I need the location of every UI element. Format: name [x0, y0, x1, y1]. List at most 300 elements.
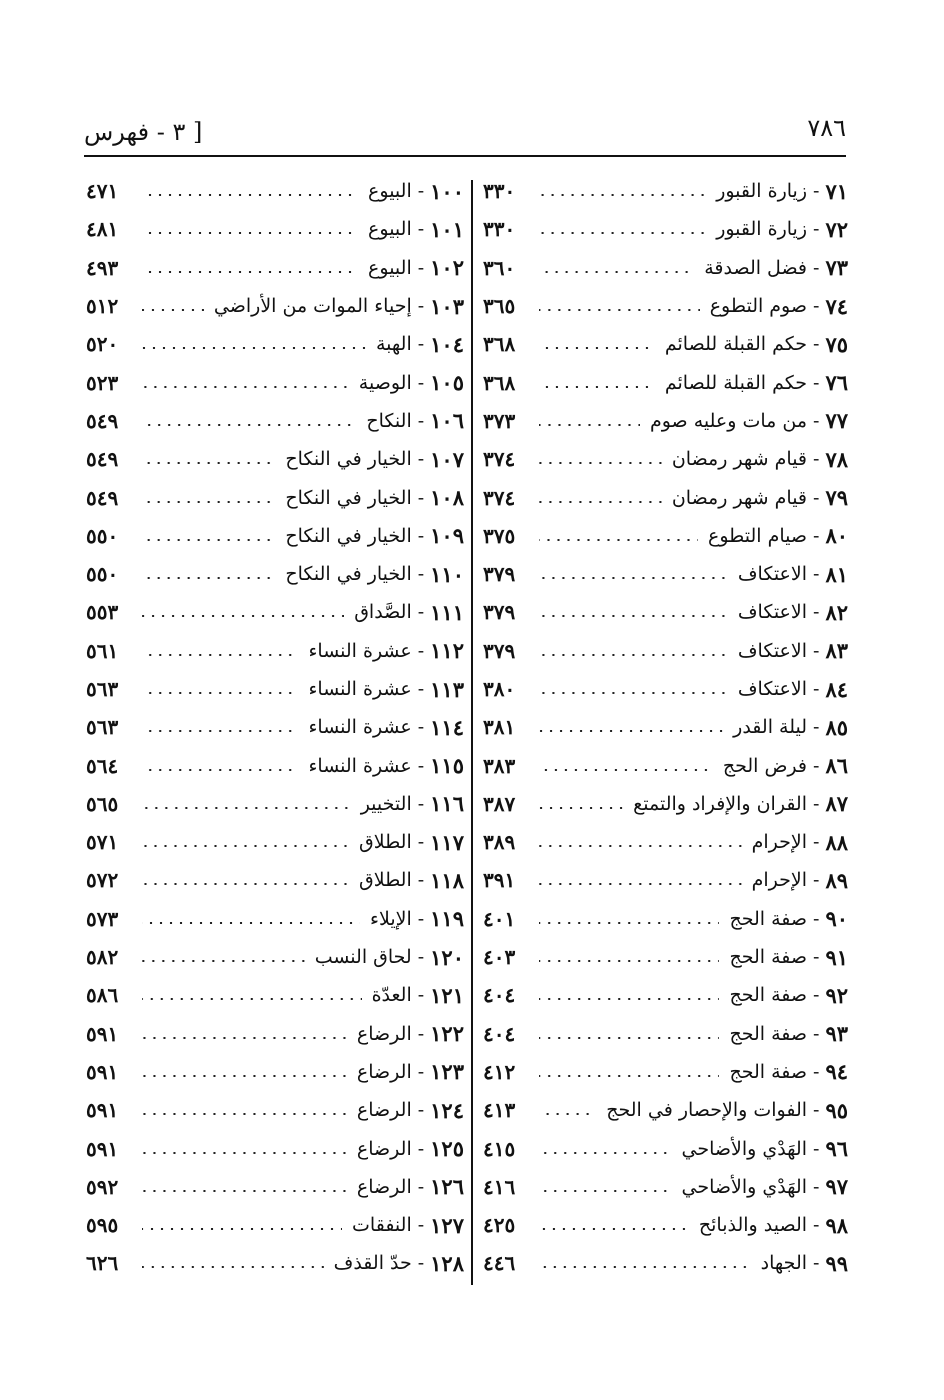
entry-separator: -	[813, 946, 820, 969]
index-entry	[86, 1091, 464, 1129]
entry-separator: -	[813, 601, 820, 624]
entry-title: صوم التطوع	[709, 295, 808, 318]
dot-leader	[142, 883, 349, 885]
entry-title: صفة الحج	[729, 907, 808, 930]
entry-number: ٩٧	[825, 1174, 848, 1200]
entry-page: ٥٤٩	[86, 447, 119, 472]
entry-page: ٣٧٥	[483, 523, 516, 548]
dot-leader	[142, 347, 366, 349]
dot-leader	[142, 1037, 347, 1039]
entry-separator: -	[813, 486, 820, 509]
index-entry	[86, 402, 464, 440]
entry-separator: -	[813, 1060, 820, 1083]
dot-leader	[539, 386, 655, 388]
index-entry	[483, 555, 848, 593]
entry-title: صفة الحج	[729, 1022, 808, 1045]
entry-separator: -	[417, 1137, 425, 1160]
entry-page: ٥٩٢	[86, 1174, 119, 1199]
entry-page: ٣٩١	[483, 868, 516, 893]
entry-page: ٥٢٣	[86, 370, 119, 395]
entry-title: الرضاع	[356, 1099, 412, 1122]
entry-number: ٨٧	[825, 791, 848, 817]
entry-number: ٨٦	[825, 753, 848, 779]
index-entry	[483, 861, 848, 899]
entry-page: ٥٤٩	[86, 485, 119, 510]
dot-leader	[142, 462, 275, 464]
entry-title: الصَّداق	[354, 601, 412, 624]
dot-leader	[539, 1228, 689, 1230]
index-entry	[86, 325, 464, 363]
entry-separator: -	[417, 678, 425, 700]
entry-page: ٣٨٩	[483, 830, 516, 855]
entry-page: ٥٥٣	[86, 600, 119, 625]
page-header	[84, 100, 846, 156]
entry-title: عشرة النساء	[308, 639, 412, 662]
entry-title: البيوع	[368, 180, 412, 203]
entry-separator: -	[417, 1214, 425, 1237]
entry-number: ٧٤	[825, 293, 848, 319]
entry-number: ٩٥	[825, 1097, 848, 1123]
entry-title: القران والإفراد والتمتع	[633, 792, 808, 815]
entry-page: ٥٦٤	[86, 753, 119, 778]
entry-page: ٥٥٠	[86, 523, 119, 548]
dot-leader	[142, 692, 298, 694]
entry-title: الطلاق	[359, 831, 412, 854]
entry-page: ٥٧٣	[86, 906, 119, 931]
dot-leader	[142, 1152, 347, 1154]
dot-leader	[539, 194, 706, 196]
entry-number: ١١٦	[430, 791, 464, 817]
index-entry	[483, 1244, 848, 1282]
index-entry	[86, 708, 464, 746]
entry-title: الرضاع	[356, 1060, 412, 1083]
entry-title: الهبة	[375, 333, 412, 356]
entry-separator: -	[813, 869, 820, 892]
index-entry	[483, 976, 848, 1014]
entry-separator: -	[813, 907, 820, 930]
index-entry	[86, 1206, 464, 1244]
entry-separator: -	[813, 792, 820, 815]
entry-separator: -	[813, 218, 820, 241]
index-entry	[86, 210, 464, 248]
index-entry	[483, 823, 848, 861]
dot-leader	[142, 1266, 324, 1268]
index-entry	[86, 1129, 464, 1167]
entry-title: ليلة القدر	[733, 716, 808, 739]
dot-leader	[539, 730, 723, 732]
entry-title: فضل الصدقة	[704, 256, 808, 279]
entry-number: ١٠١	[430, 216, 464, 242]
index-entry	[86, 938, 464, 976]
dot-leader	[539, 998, 719, 1000]
entry-separator: -	[813, 409, 820, 432]
entry-page: ٤٤٦	[483, 1251, 516, 1276]
dot-leader	[142, 615, 344, 617]
dot-leader	[539, 1266, 751, 1268]
entry-separator: -	[417, 409, 425, 432]
entry-title: صفة الحج	[729, 984, 808, 1007]
entry-separator: -	[813, 639, 820, 662]
index-entry	[483, 440, 848, 478]
entry-separator: -	[417, 1252, 425, 1275]
entry-page: ٣٧٩	[483, 600, 516, 625]
entry-number: ٨٨	[825, 829, 848, 855]
entry-title: إحياء الموات من الأراضي	[213, 295, 412, 318]
entry-title: حدّ القذف	[333, 1252, 412, 1275]
dot-leader	[539, 232, 706, 234]
entry-separator: -	[813, 984, 820, 1007]
entry-number: ١٢٨	[430, 1250, 464, 1276]
entry-page: ٥٢٠	[86, 332, 119, 357]
index-entry	[483, 900, 848, 938]
index-entry	[483, 746, 848, 784]
entry-separator: -	[417, 1060, 425, 1083]
index-entry	[483, 172, 848, 210]
entry-separator: -	[417, 792, 425, 815]
dot-leader	[539, 424, 640, 426]
index-entry	[86, 670, 464, 708]
entry-page: ٣٦٨	[483, 332, 516, 357]
section-title: [ ٣ - فهرس	[84, 118, 203, 146]
entry-page: ٥٦٣	[86, 715, 119, 740]
entry-separator: -	[417, 639, 425, 662]
index-entry	[483, 1053, 848, 1091]
entry-number: ٨٤	[825, 676, 848, 702]
index-entry	[86, 478, 464, 516]
entry-page: ٣٦٨	[483, 370, 516, 395]
entry-title: حكم القبلة للصائم	[664, 371, 808, 394]
entry-number: ١١١	[430, 599, 464, 625]
index-entry	[483, 1168, 848, 1206]
index-entry	[483, 1206, 848, 1244]
entry-number: ٩٠	[825, 906, 848, 932]
dot-leader	[539, 347, 655, 349]
entry-title: الطلاق	[359, 869, 412, 892]
dot-leader	[539, 615, 728, 617]
dot-leader	[539, 577, 728, 579]
entry-page: ٥٩٥	[86, 1213, 119, 1238]
index-entry	[483, 1091, 848, 1129]
entry-page: ٣٧٩	[483, 638, 516, 663]
entry-title: عشرة النساء	[308, 754, 412, 777]
entry-page: ٥٩١	[86, 1021, 119, 1046]
page-number: ٧٨٦	[807, 114, 846, 142]
entry-title: قيام شهر رمضان	[671, 486, 808, 509]
entry-separator: -	[417, 333, 425, 356]
entry-number: ٧٥	[825, 331, 848, 357]
entry-title: الرضاع	[356, 1137, 412, 1160]
index-entry	[86, 823, 464, 861]
entry-separator: -	[417, 563, 425, 586]
index-entry	[483, 938, 848, 976]
entry-number: ١٢٣	[430, 1059, 464, 1085]
index-entry	[86, 440, 464, 478]
index-entry	[86, 1015, 464, 1053]
entry-title: فرض الحج	[722, 754, 808, 777]
entry-title: صفة الحج	[729, 946, 808, 969]
entry-page: ٥٤٩	[86, 408, 119, 433]
index-entry	[483, 708, 848, 746]
entry-separator: -	[813, 1252, 820, 1275]
index-entry	[483, 632, 848, 670]
dot-leader	[142, 232, 358, 234]
dot-leader	[142, 309, 204, 311]
index-entry	[86, 363, 464, 401]
entry-number: ٩٣	[825, 1021, 848, 1047]
dot-leader	[142, 1075, 347, 1077]
entry-number: ١٢٥	[430, 1136, 464, 1162]
index-entry	[86, 249, 464, 287]
entry-number: ١٠٧	[430, 446, 464, 472]
index-entry	[86, 976, 464, 1014]
entry-separator: -	[813, 831, 820, 854]
index-entry	[86, 900, 464, 938]
entry-page: ٣٨٠	[483, 677, 516, 701]
index-entry	[86, 861, 464, 899]
entry-page: ٦٢٦	[86, 1251, 119, 1276]
entry-number: ٨٩	[825, 867, 848, 893]
dot-leader	[142, 807, 351, 809]
entry-title: صيام التطوع	[708, 524, 808, 547]
entry-title: حكم القبلة للصائم	[664, 333, 808, 356]
entry-page: ٣٧٣	[483, 408, 516, 433]
entry-title: الاعتكاف	[737, 639, 808, 662]
entry-number: ١١٣	[430, 676, 464, 702]
entry-title: الفوات والإحصار في الحج	[606, 1099, 808, 1122]
dot-leader	[142, 730, 298, 732]
header-rule	[84, 155, 846, 157]
dot-leader	[539, 271, 694, 273]
dot-leader	[539, 845, 742, 847]
entry-number: ٧٨	[825, 446, 848, 472]
entry-page: ٤١٢	[483, 1059, 516, 1084]
entry-number: ٩٦	[825, 1136, 848, 1162]
entry-separator: -	[813, 1137, 820, 1160]
dot-leader	[142, 501, 275, 503]
index-entry	[483, 1129, 848, 1167]
entry-number: ١٠٥	[430, 370, 464, 396]
entry-title: الاعتكاف	[737, 678, 808, 700]
entry-number: ٨٠	[825, 523, 848, 549]
entry-title: التخيير	[360, 792, 412, 815]
entry-page: ٣٧٤	[483, 485, 516, 510]
entry-number: ١٠٤	[430, 331, 464, 357]
index-entry	[86, 172, 464, 210]
dot-leader	[142, 424, 356, 426]
entry-page: ٣٦٠	[483, 255, 516, 280]
entry-title: قيام شهر رمضان	[671, 448, 808, 471]
dot-leader	[539, 501, 662, 503]
entry-separator: -	[417, 946, 425, 969]
entry-title: من مات وعليه صوم	[649, 409, 808, 432]
dot-leader	[539, 539, 698, 541]
entry-number: ١٢٧	[430, 1212, 464, 1238]
entry-page: ٥٩١	[86, 1136, 119, 1161]
entry-page: ٣٧٤	[483, 447, 516, 472]
entry-number: ٨١	[825, 561, 848, 587]
entry-number: ١١٠	[430, 561, 464, 587]
entry-separator: -	[813, 333, 820, 356]
entry-separator: -	[417, 907, 425, 930]
dot-leader	[539, 960, 719, 962]
entry-separator: -	[813, 295, 820, 318]
entry-page: ٥٧٢	[86, 868, 119, 893]
dot-leader	[539, 922, 719, 924]
entry-separator: -	[417, 1022, 425, 1045]
entry-page: ٤٢٥	[483, 1213, 516, 1238]
entry-page: ٥١٢	[86, 294, 119, 319]
entry-number: ١٠٩	[430, 523, 464, 549]
entry-number: ١١٤	[430, 714, 464, 740]
entry-separator: -	[417, 218, 425, 241]
entry-page: ٤٧١	[86, 179, 119, 204]
index-entry	[483, 363, 848, 401]
dot-leader	[142, 1190, 347, 1192]
entry-title: البيوع	[368, 256, 412, 279]
entry-separator: -	[417, 371, 425, 394]
index-entry	[483, 593, 848, 631]
dot-leader	[539, 309, 700, 311]
entry-separator: -	[813, 1214, 820, 1237]
entry-page: ٣٨٧	[483, 791, 516, 816]
entry-separator: -	[813, 180, 820, 203]
index-entry	[86, 1053, 464, 1091]
entry-number: ١٠٢	[430, 255, 464, 281]
entry-separator: -	[417, 524, 425, 547]
index-entry	[483, 249, 848, 287]
entry-separator: -	[813, 678, 820, 700]
index-entry	[86, 632, 464, 670]
entry-number: ٨٣	[825, 638, 848, 664]
entry-number: ٧٧	[825, 408, 848, 434]
entry-number: ١١٥	[430, 753, 464, 779]
entry-title: البيوع	[368, 218, 412, 241]
entry-title: الصيد والذبائح	[698, 1214, 808, 1237]
entry-title: الخيار في النكاح	[285, 486, 412, 509]
entry-separator: -	[417, 1099, 425, 1122]
dot-leader	[539, 1037, 719, 1039]
entry-separator: -	[813, 524, 820, 547]
index-entry	[483, 287, 848, 325]
entry-separator: -	[813, 448, 820, 471]
dot-leader	[142, 998, 362, 1000]
index-column-right	[483, 172, 848, 1283]
entry-number: ٨٥	[825, 714, 848, 740]
entry-title: زيارة القبور	[716, 218, 808, 241]
entry-number: ١٢٦	[430, 1174, 464, 1200]
dot-leader	[539, 462, 662, 464]
entry-title: الاعتكاف	[737, 563, 808, 586]
entry-separator: -	[417, 754, 425, 777]
entry-number: ٧٩	[825, 485, 848, 511]
entry-number: ٧٦	[825, 370, 848, 396]
dot-leader	[142, 960, 305, 962]
entry-number: ١٢٠	[430, 944, 464, 970]
entry-page: ٥٦٣	[86, 677, 119, 701]
dot-leader	[142, 1113, 347, 1115]
entry-page: ٤١٦	[483, 1174, 516, 1199]
column-divider	[471, 180, 473, 1285]
entry-number: ١٠٨	[430, 485, 464, 511]
entry-title: صفة الحج	[729, 1060, 808, 1083]
index-entry	[483, 785, 848, 823]
index-entry	[483, 402, 848, 440]
index-entry	[86, 593, 464, 631]
index-entry	[483, 1015, 848, 1053]
entry-number: ١١٧	[430, 829, 464, 855]
entry-page: ٤٠١	[483, 906, 516, 931]
index-entry	[483, 325, 848, 363]
index-entry	[86, 746, 464, 784]
entry-separator: -	[417, 831, 425, 854]
entry-number: ٩٢	[825, 982, 848, 1008]
entry-page: ٥٧١	[86, 830, 119, 855]
entry-separator: -	[417, 256, 425, 279]
entry-title: الخيار في النكاح	[285, 448, 412, 471]
entry-title: الخيار في النكاح	[285, 524, 412, 547]
index-entry	[86, 1168, 464, 1206]
dot-leader	[142, 769, 298, 771]
entry-title: الإحرام	[751, 831, 808, 854]
entry-page: ٥٩١	[86, 1098, 119, 1123]
entry-separator: -	[417, 1175, 425, 1198]
entry-number: ١٢١	[430, 982, 464, 1008]
entry-title: عشرة النساء	[308, 678, 412, 700]
dot-leader	[539, 807, 623, 809]
entry-page: ٣٣٠	[483, 179, 516, 204]
entry-separator: -	[813, 754, 820, 777]
entry-separator: -	[417, 448, 425, 471]
entry-number: ٧١	[825, 178, 848, 204]
entry-page: ٤٠٤	[483, 983, 516, 1008]
entry-separator: -	[417, 180, 425, 203]
entry-separator: -	[813, 256, 820, 279]
dot-leader	[142, 845, 349, 847]
entry-separator: -	[417, 869, 425, 892]
dot-leader	[142, 577, 275, 579]
entry-page: ٣٦٥	[483, 294, 516, 319]
dot-leader	[142, 539, 275, 541]
index-column-left	[86, 172, 464, 1283]
entry-page: ٣٧٩	[483, 562, 516, 587]
entry-separator: -	[417, 984, 425, 1007]
entry-title: زيارة القبور	[716, 180, 808, 203]
entry-page: ٣٣٠	[483, 217, 516, 242]
index-entry	[483, 478, 848, 516]
entry-number: ٧٢	[825, 216, 848, 242]
entry-page: ٥٩١	[86, 1059, 119, 1084]
entry-title: الهَدْي والأضاحي	[681, 1175, 808, 1198]
entry-number: ١٠٠	[430, 178, 464, 204]
entry-title: الوصية	[358, 371, 412, 394]
dot-leader	[539, 692, 728, 694]
entry-separator: -	[417, 601, 425, 624]
entry-title: الاعتكاف	[737, 601, 808, 624]
entry-page: ٤١٣	[483, 1098, 516, 1123]
dot-leader	[142, 654, 298, 656]
entry-page: ٥٥٠	[86, 562, 119, 587]
dot-leader	[539, 769, 713, 771]
index-entry	[483, 517, 848, 555]
dot-leader	[539, 1190, 672, 1192]
entry-page: ٥٦١	[86, 638, 119, 663]
entry-separator: -	[417, 716, 425, 739]
entry-separator: -	[813, 716, 820, 739]
entry-separator: -	[813, 1175, 820, 1198]
entry-title: الجهاد	[760, 1252, 808, 1275]
entry-title: لحاق النسب	[314, 946, 412, 969]
entry-page: ٣٨٣	[483, 753, 516, 778]
